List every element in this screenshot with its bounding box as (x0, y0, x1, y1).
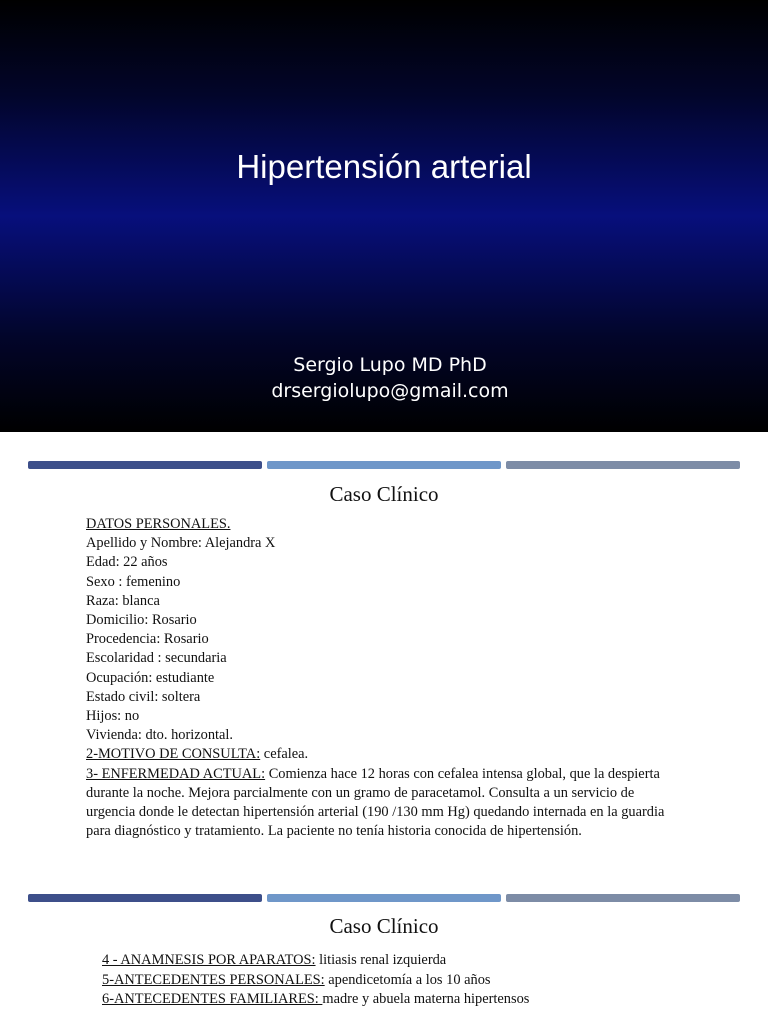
anamnesis-value: litiasis renal izquierda (315, 952, 447, 968)
header-bar-dark (28, 461, 262, 469)
header-bar-light (267, 894, 501, 902)
author-block (0, 352, 768, 404)
personal-data-line: Apellido y Nombre: Alejandra X (86, 535, 276, 552)
motivo-value: cefalea. (260, 746, 309, 763)
personal-data-line: Edad: 22 años (86, 554, 168, 571)
presentation-title: Hipertensión arterial (236, 148, 532, 185)
slide2-heading: Caso Clínico (329, 482, 439, 506)
header-bar-gray (506, 894, 740, 902)
enfermedad-label: 3- ENFERMEDAD ACTUAL: (86, 765, 266, 782)
title-slide (0, 0, 768, 432)
personal-data-line: Ocupación: estudiante (86, 669, 215, 686)
slide3-header-bars (28, 894, 740, 902)
antecedentes-familiares-item (102, 990, 529, 1010)
personal-data-line: Domicilio: Rosario (86, 612, 197, 629)
motivo-label: 2-MOTIVO DE CONSULTA: (86, 746, 261, 763)
enfermedad-actual (86, 765, 686, 842)
slide2-content (86, 515, 686, 841)
enfermedad-value: Comienza hace 12 horas con cefalea intensa global, que la despierta durante la noche. Mejora parcialmente con un gramo de paracetamol. Consulta a un servicio de urgencia donde le detectan hipertensión arterial (190 /130 mm Hg) quedando internada en la guardia para diagnóstico y tratamiento. La paciente no tenía historia conocida de hipertensión. (86, 765, 665, 840)
personal-data-line: Vivienda: dto. horizontal. (86, 727, 234, 744)
slide3-heading: Caso Clínico (329, 914, 439, 938)
antecedentes-personales-value: apendicetomía a los 10 años (324, 971, 491, 988)
personal-data-line: Procedencia: Rosario (86, 631, 209, 648)
anamnesis-item (102, 951, 529, 971)
personal-data-line: Estado civil: soltera (86, 688, 201, 705)
anamnesis-label: 4 - ANAMNESIS POR APARATOS: (102, 952, 316, 968)
personal-data-line: Escolaridad : secundaria (86, 650, 227, 667)
antecedentes-personales-label: 5-ANTECEDENTES PERSONALES: (102, 971, 325, 988)
personal-data-line: Sexo : femenino (86, 573, 181, 590)
personal-data-line: Raza: blanca (86, 592, 160, 609)
antecedentes-familiares-label: 6-ANTECEDENTES FAMILIARES: (102, 991, 323, 1007)
antecedentes-familiares-value: madre y abuela materna hipertensos (322, 991, 530, 1007)
author-name: Sergio Lupo MD PhD (293, 354, 487, 376)
author-email: drsergiolupo@gmail.com (271, 380, 509, 402)
personal-data-line: Hijos: no (86, 708, 140, 725)
section-datos-personales: DATOS PERSONALES. (86, 516, 231, 532)
motivo-consulta (86, 745, 686, 764)
header-bar-gray (506, 461, 740, 469)
header-bar-dark (28, 894, 262, 902)
slide2-header-bars (28, 461, 740, 469)
slide3-content (102, 951, 529, 1010)
antecedentes-personales-item (102, 971, 529, 991)
header-bar-light (267, 461, 501, 469)
